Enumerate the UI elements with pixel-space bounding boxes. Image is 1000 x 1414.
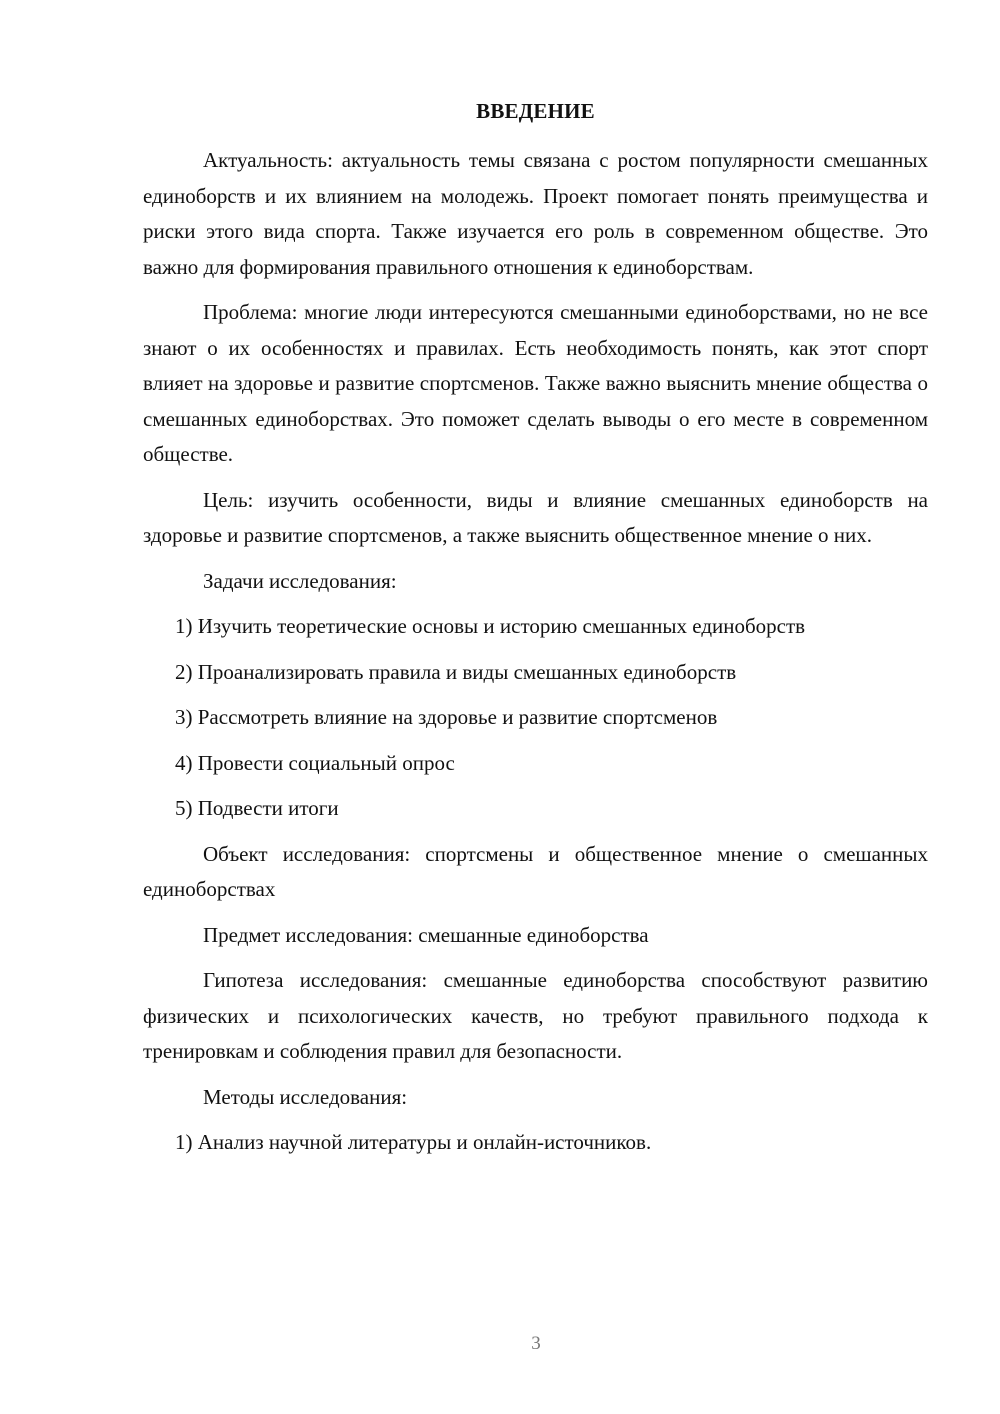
page-number: 3: [531, 1333, 541, 1354]
page-heading: ВВЕДЕНИЕ: [476, 99, 595, 123]
document-body: [143, 143, 928, 1171]
method-item: 1) Анализ научной литературы и онлайн-источников.: [175, 1130, 652, 1154]
task-item: 2) Проанализировать правила и виды смешанных единоборств: [175, 659, 737, 684]
goal-paragraph: Цель: изучить особенности, виды и влияние смешанных единоборств на здоровье и развитие спортсменов, а также выяснить общественное мнение о них.: [143, 487, 928, 547]
subject-paragraph: Предмет исследования: смешанные единоборства: [203, 922, 649, 947]
object-paragraph: Объект исследования: спортсмены и общественное мнение о смешанных единоборствах: [143, 841, 928, 901]
task-item: 3) Рассмотреть влияние на здоровье и развитие спортсменов: [175, 705, 718, 729]
task-item: 4) Провести социальный опрос: [175, 750, 455, 775]
hypothesis-paragraph: Гипотеза исследования: смешанные единоборства способствуют развитию физических и психологических качеств, но требуют правильного подхода к тренировкам и соблюдения правил для безопасности.: [143, 968, 928, 1063]
methods-label: Методы исследования:: [203, 1084, 408, 1109]
relevance-paragraph: Актуальность: актуальность темы связана с ростом популярности смешанных единоборств и их влиянием на молодежь. Проект помогает понять преимущества и риски этого вида спорта. Также изучается его роль в современном обществе. Это важно для формирования правильного отношения к единоборствам.: [143, 148, 928, 279]
task-item: 1) Изучить теоретические основы и историю смешанных единоборств: [175, 614, 806, 638]
problem-paragraph: Проблема: многие люди интересуются смешанными единоборствами, но не все знают о их особенностях и правилах. Есть необходимость понять, как этот спорт влияет на здоровье и развитие спортсменов. Также важно выяснить мнение общества о смешанных единоборствах. Это поможет сделать выводы о его месте в современном обществе.: [143, 300, 928, 466]
task-item: 5) Подвести итоги: [175, 796, 339, 820]
tasks-label: Задачи исследования:: [203, 568, 397, 593]
